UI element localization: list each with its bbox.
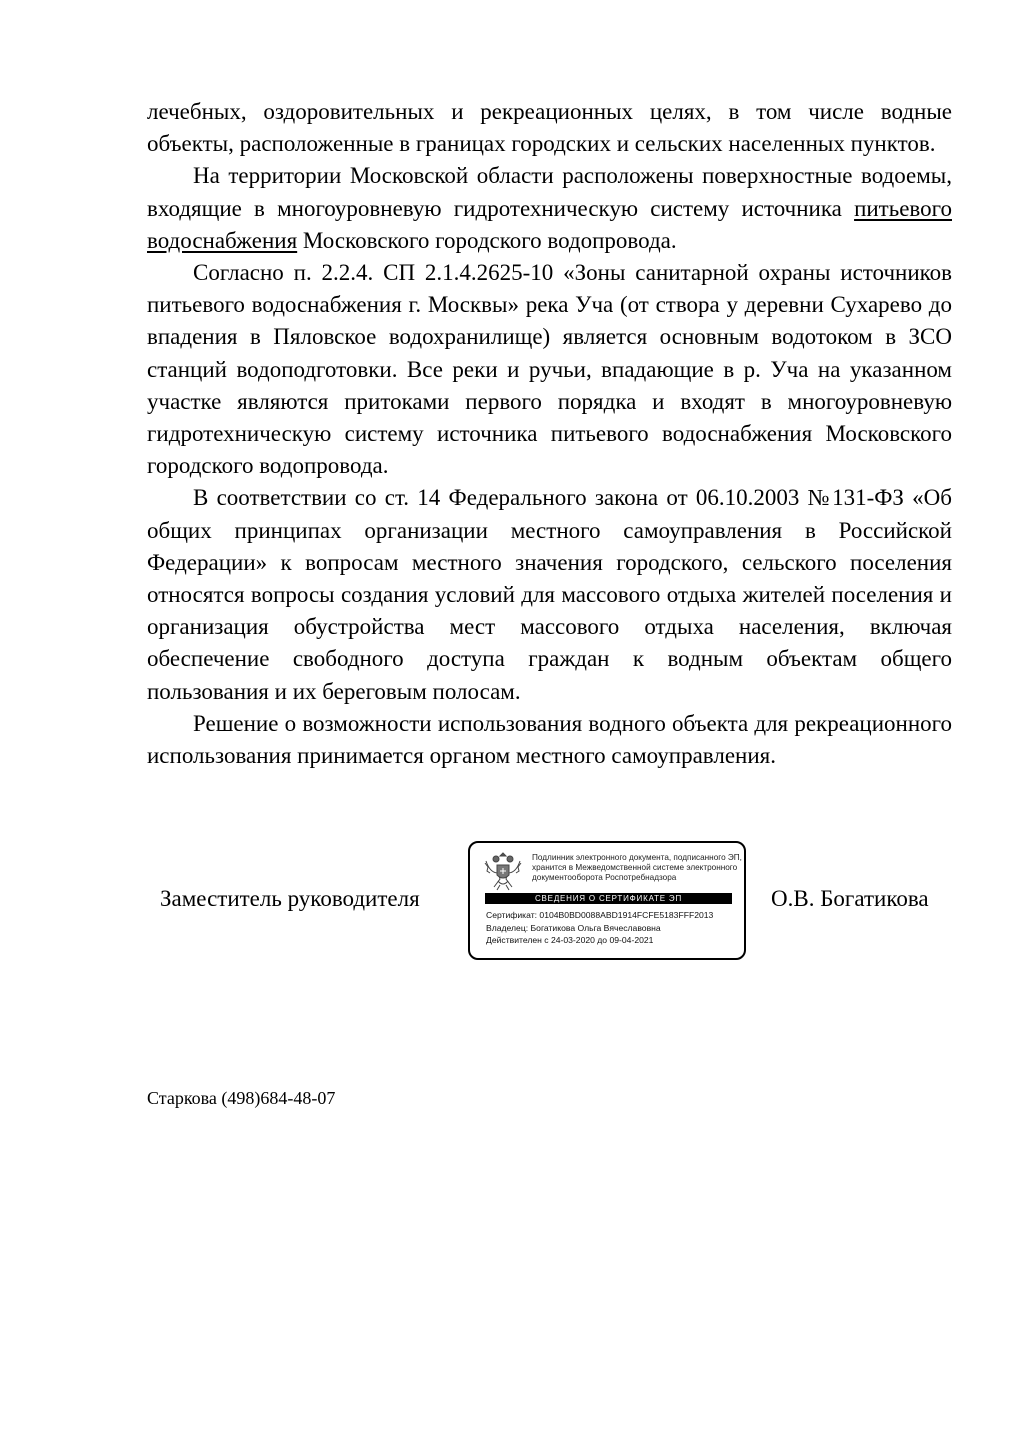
certificate-number: Сертификат: 0104B0BD0088ABD1914FCFE5183FFF2013	[486, 910, 714, 920]
electronic-signature-stamp	[468, 841, 746, 960]
paragraph-federal-law: В соответствии со ст. 14 Федерального закона от 06.10.2003 №131-ФЗ «Об общих принципах организации местного самоуправления в Российской Федерации» к вопросам местного значения городского, сельского поселения относятся вопросы создания условий для массового отдыха жителей поселения и организация обустройства мест массового отдыха населения, включая обеспечение свободного доступа граждан к водным объектам общего пользования и их береговым полосам.	[147, 485, 952, 704]
signatory-role: Заместитель руководителя	[160, 886, 420, 911]
document-body	[147, 96, 952, 772]
paragraph-text: Московского городского водопровода.	[297, 227, 677, 253]
executor-contact: Старкова (498)684-48-07	[147, 1088, 336, 1108]
paragraph-moscow-region-reservoirs	[147, 160, 952, 257]
paragraph-text: На территории Московской области расположены поверхностные водоемы, входящие в многоуровневую гидротехническую систему источника	[147, 163, 952, 221]
certificate-owner: Владелец: Богатикова Ольга Вячеславовна	[486, 923, 661, 933]
paragraph-decision: Решение о возможности использования водного объекта для рекреационного использования принимается органом местного самоуправления.	[147, 710, 952, 769]
certificate-header: СВЕДЕНИЯ О СЕРТИФИКАТЕ ЭП	[485, 893, 732, 904]
signatory-name: О.В. Богатикова	[771, 886, 929, 911]
paragraph-continuation: лечебных, оздоровительных и рекреационных целях, в том числе водные объекты, расположенные в границах городских и сельских населенных пунктов.	[147, 99, 952, 157]
certificate-validity: Действителен с 24-03-2020 до 09-04-2021	[486, 935, 654, 945]
underlined-phrase: питьевого водоснабжения	[147, 195, 952, 253]
stamp-note: Подлинник электронного документа, подписанного ЭП, хранится в Межведомственной системе электронного документооборота Роспотребнадзора	[532, 853, 742, 883]
paragraph-sanitary-zones: Согласно п. 2.2.4. СП 2.1.4.2625-10 «Зоны санитарной охраны источников питьевого водоснабжения г. Москвы» река Уча (от створа у деревни Сухарево до впадения в Пяловское водохранилище) является основным водотоком в ЗСО станций водоподготовки. Все реки и ручьи, впадающие в р. Уча на указанном участке являются притоками первого порядка и входят в многоуровневую гидротехническую систему источника питьевого водоснабжения Московского городского водопровода.	[147, 260, 952, 479]
coat-of-arms-icon	[482, 849, 524, 893]
